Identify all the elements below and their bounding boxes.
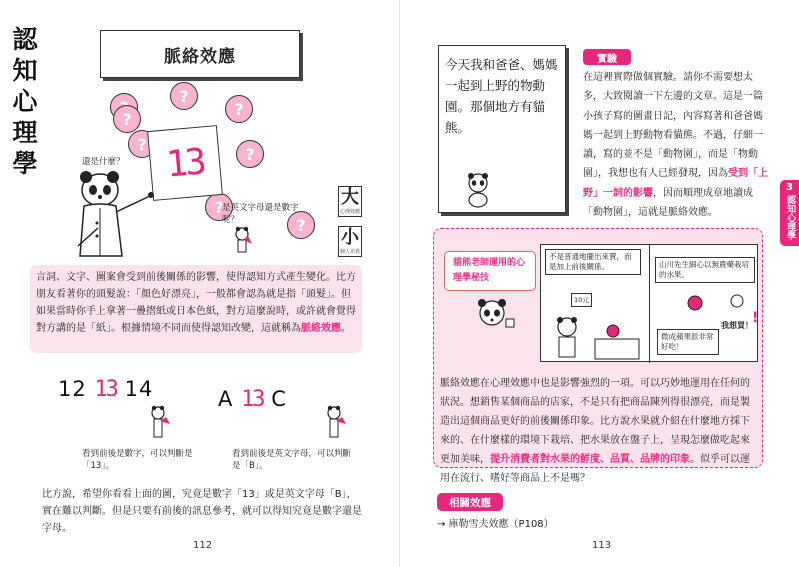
vertical-chapter-title — [8, 24, 42, 179]
right-page — [400, 0, 799, 567]
manga-right-note: 山川先生細心以無農藥栽培的水果。 — [655, 257, 755, 283]
seq-letter-middle: 13 — [241, 387, 264, 412]
vertical-title-char: 學 — [12, 149, 38, 178]
apple-icon — [655, 289, 755, 319]
summary-box — [30, 265, 362, 353]
scale-big-badge — [338, 186, 362, 217]
experiment-label: 實驗 — [583, 49, 631, 65]
price-tag: 10元 — [571, 293, 592, 307]
diary-text: 今天我和爸爸、媽媽一起到上野的物動園。那個地方有貓熊。 — [445, 57, 558, 135]
small-panda-icon — [228, 226, 258, 254]
question-bubble: ? — [225, 95, 253, 123]
scale-small-badge — [338, 226, 362, 257]
left-body-text: 比方說，希望你看看上面的圖，究竟是數字「13」或是英文字母「B」，實在難以判斷。但是只要有前後的訊息參考，就可以得知究竟是數字還是字母。 — [42, 489, 362, 534]
seq-letter-left: A — [218, 387, 234, 411]
page-number-right: 113 — [592, 540, 612, 551]
small-panda-icon — [146, 405, 174, 441]
experiment-text — [583, 68, 769, 222]
manga-panel — [540, 244, 758, 362]
picture-diary — [438, 45, 566, 213]
side-tab-number: 3 — [786, 182, 793, 193]
question-bubble: ? — [113, 105, 141, 133]
small-panda-icon — [322, 405, 350, 441]
manga-bubble-reply: 微成蘋果派非常好吃！ — [657, 329, 719, 355]
ambiguous-13-card: 13 — [147, 125, 223, 201]
tips-title: 貓熊老師運用的心理學秘技 — [444, 251, 536, 291]
page-number-left: 112 — [193, 540, 213, 551]
scale-big-caption: 心理效應 — [339, 209, 360, 215]
seq-number-left: 12 — [58, 377, 87, 401]
tips-body-text: 脈絡效應在心理效應中也是影響強烈的一項。可以巧妙地運用在任何的狀況。想銷售某個商品的店家，不是只有把商品陳列得很漂亮，而是製造出這個商品更好的前後關係印象。比方說水果就介紹在什麼地方採下來的、在什麼樣的環境下栽培、把水果放在盤子上，呈現怎麼做吃起來更加美味， — [440, 378, 750, 465]
diary-panda-icon — [462, 172, 494, 208]
panda-teacher-icon — [70, 168, 160, 263]
question-bubble: ? — [236, 140, 264, 168]
question-bubble: ? — [287, 211, 315, 239]
chapter-side-tab[interactable] — [780, 180, 799, 246]
vertical-title-char: 心 — [12, 87, 38, 116]
question-bubble: ? — [128, 130, 156, 158]
manga-divider — [649, 245, 650, 363]
panda-teacher-icon — [472, 297, 516, 331]
manga-left-note: 不是普通地擺出來賣，而是加上前後關係。 — [545, 249, 641, 275]
experiment-highlight: 受到「上野」一詞的影響 — [583, 168, 768, 199]
question-bubble: ? — [205, 193, 233, 221]
panda-question: 還是什麼？ — [82, 157, 125, 167]
tips-body-end: 。似乎可以運用在流行、嗜好等商品上不是嗎？ — [440, 454, 750, 484]
exclaim-mark: ! — [752, 310, 759, 326]
tips-box — [433, 228, 763, 484]
scale-small-caption: 個人差異 — [339, 249, 360, 255]
fruit-stall-icon — [547, 307, 647, 361]
small-panda-question: 是英文字母還是數字呢？ — [222, 203, 299, 225]
scale-small-char: 小 — [341, 227, 359, 248]
tips-highlight: 提升消費者對水果的鮮度、品質、品牌的印象 — [490, 454, 690, 465]
seq-number-right: 14 — [124, 377, 154, 401]
number-sequence — [58, 377, 153, 402]
letter-sequence — [218, 387, 287, 412]
panda-shout: 我想買！ — [721, 321, 753, 330]
related-effect-link[interactable]: → 庫勒雪夫效應（P108） — [437, 519, 554, 530]
experiment-body: 在這裡實際做個實驗。請你不需要想太多，大致閱讀一下左邊的文章。這是一篇小孩子寫的圖畫日記，內容寫著和爸爸媽媽一起到上野動物看貓熊。不過，仔細一讀，寫的並不是「動物園」，而是「物動園」，我想也有人已經發現，因為 — [583, 72, 763, 180]
summary-highlight: 脈絡效應 — [301, 323, 341, 334]
question-bubble: ? — [170, 82, 198, 110]
tips-body — [440, 374, 758, 488]
experiment-body-end: ，因而順理成章地讀成「動物園」，這就是脈絡效應。 — [583, 187, 753, 219]
seq-number-middle: 13 — [94, 377, 117, 402]
seq-letter-right: C — [271, 387, 287, 411]
caption-numbers: 看到前後是數字，可以判斷是「13」。 — [82, 449, 193, 471]
vertical-title-char: 理 — [12, 118, 38, 147]
side-tab-label: 認知心理學 — [785, 195, 795, 240]
caption-letters: 看到前後是英文字母，可以判斷是「B」。 — [232, 449, 352, 471]
vertical-title-char: 認 — [12, 25, 38, 54]
page-title: 脈絡效應 — [100, 30, 300, 78]
scale-big-char: 大 — [341, 187, 359, 208]
summary-text-end: 。 — [341, 323, 351, 334]
vertical-title-char: 知 — [12, 56, 38, 85]
summary-text: 言詞、文字、圖案會受到前後關係的影響，使得認知方式產生變化。比方朋友看著你的頭髮說：「顏色好漂亮」，一般都會認為就是指「頭髮」。但如果當時你手上拿著一疊摺紙或日本色紙，對方這麼說時，或許就會覺得對方講的是「紙」。根據情境不同而使得認知改變，這就稱為 — [36, 272, 356, 334]
related-effects-label: 相關效應 — [437, 493, 503, 511]
